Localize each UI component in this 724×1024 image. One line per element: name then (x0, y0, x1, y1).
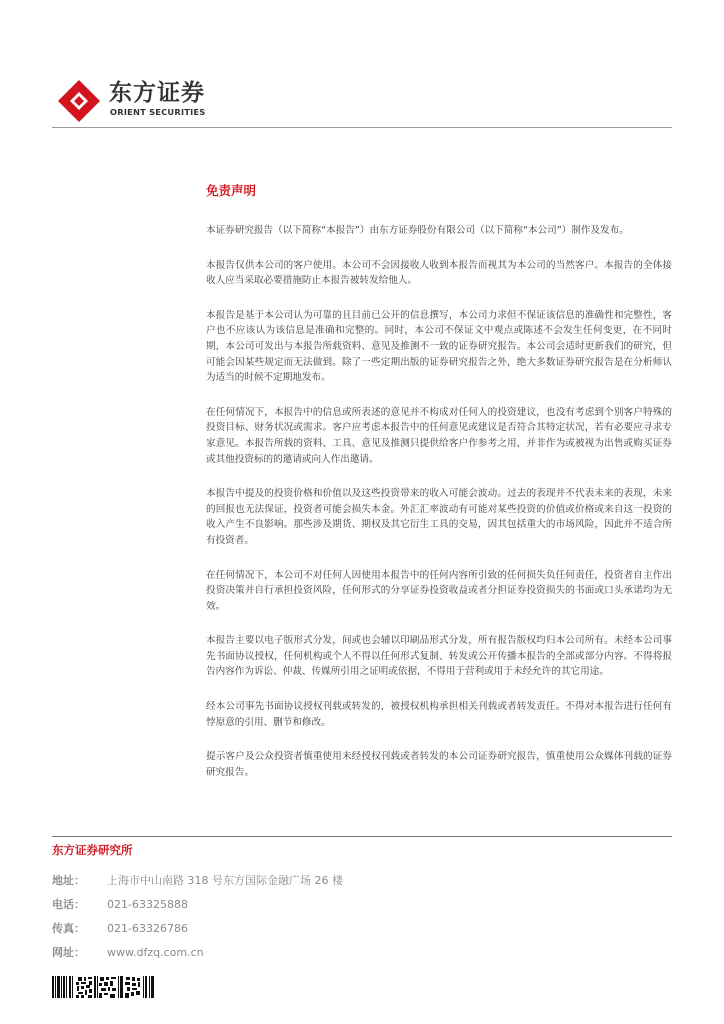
disclaimer-paragraph: 在任何情况下，本公司不对任何人因使用本报告中的任何内容所引致的任何损失负任何责任，投资者自主作出投资决策并自行承担投资风险，任何形式的分享证券投资收益或者分担证券投资损失的书面或口头承诺均为无效。 (206, 569, 672, 612)
disclaimer-paragraph: 本报告是基于本公司认为可靠的且目前已公开的信息撰写，本公司力求但不保证该信息的准确性和完整性，客户也不应该认为该信息是准确和完整的。同时，本公司不保证文中观点或陈述不会发生任何变更，在不同时期，本公司可发出与本报告所载资料、意见及推测不一致的证券研究报告。本公司会适时更新我们的研究，但可能会因某些规定而无法做到。除了一些定期出版的证券研究报告之外，绝大多数证券研究报告是在分析师认为适当的时候不定期地发布。 (206, 309, 672, 384)
contact-fax (52, 916, 652, 940)
contact-label: 地址： (52, 874, 85, 887)
orient-securities-logo-icon (56, 78, 102, 124)
page-header (0, 0, 724, 130)
contact-value: 上海市中山南路 318 号东方国际金融广场 26 楼 (107, 874, 343, 887)
company-name-en: ORIENT SECURITIES (110, 107, 206, 117)
contact-value[interactable]: www.dfzq.com.cn (107, 945, 204, 959)
disclaimer-paragraph: 本报告主要以电子版形式分发，间或也会辅以印刷品形式分发，所有报告版权均归本公司所有。未经本公司事先书面协议授权，任何机构或个人不得以任何形式复制、转发或公开传播本报告的全部或部分内容。不得将报告内容作为诉讼、仲裁、传媒所引用之证明或依据，不得用于营利或用于未经允许的其它用途。 (206, 635, 672, 678)
disclaimer-paragraph: 本报告仅供本公司的客户使用。本公司不会因接收人收到本报告而视其为本公司的当然客户。本报告的全体接收人应当采取必要措施防止本报告被转发给他人。 (206, 259, 672, 287)
contact-label: 电话： (52, 898, 85, 911)
contact-value: 021-63326786 (107, 921, 188, 935)
disclaimer-paragraph: 本证券研究报告（以下简称“本报告”）由东方证券股份有限公司（以下简称“本公司”）制作及发布。 (206, 225, 629, 236)
contact-value: 021-63325888 (107, 897, 188, 911)
contact-website (52, 940, 652, 964)
contact-label: 网址： (52, 946, 85, 959)
institute-name: 东方证券研究所 (52, 843, 133, 857)
disclaimer-paragraph: 提示客户及公众投资者慎重使用未经授权刊载或者转发的本公司证券研究报告，慎重使用公众媒体刊载的证券研究报告。 (206, 751, 672, 778)
barcode-icon (52, 976, 156, 998)
footer-divider (52, 836, 672, 837)
disclaimer-paragraph: 经本公司事先书面协议授权刊载或转发的，被授权机构承担相关刊载或者转发责任。不得对本报告进行任何有悖原意的引用、删节和修改。 (206, 701, 672, 728)
disclaimer-paragraph: 本报告中提及的投资价格和价值以及这些投资带来的收入可能会波动。过去的表现并不代表未来的表现，未来的回报也无法保证，投资者可能会损失本金。外汇汇率波动有可能对某些投资的价值或价格或来自这一投资的收入产生不良影响。那些涉及期货、期权及其它衍生工具的交易，因其包括重大的市场风险，因此并不适合所有投资者。 (206, 488, 672, 546)
contact-info (52, 868, 652, 964)
contact-phone (52, 892, 652, 916)
contact-label: 传真： (52, 922, 85, 935)
disclaimer-paragraph: 在任何情况下，本报告中的信息或所表述的意见并不构成对任何人的投资建议，也没有考虑到个别客户特殊的投资目标、财务状况或需求。客户应考虑本报告中的任何意见或建议是否符合其特定状况，若有必要应寻求专家意见。本报告所载的资料、工具、意见及推测只提供给客户作参考之用，并非作为或被视为出售或购买证券或其他投资标的的邀请或向人作出邀请。 (206, 406, 672, 465)
disclaimer-title: 免责声明 (206, 183, 257, 198)
company-logo (56, 78, 236, 124)
header-divider (52, 127, 672, 128)
contact-address (52, 868, 652, 892)
disclaimer-section (206, 182, 672, 799)
company-name-cn: 东方证券 (109, 80, 205, 106)
